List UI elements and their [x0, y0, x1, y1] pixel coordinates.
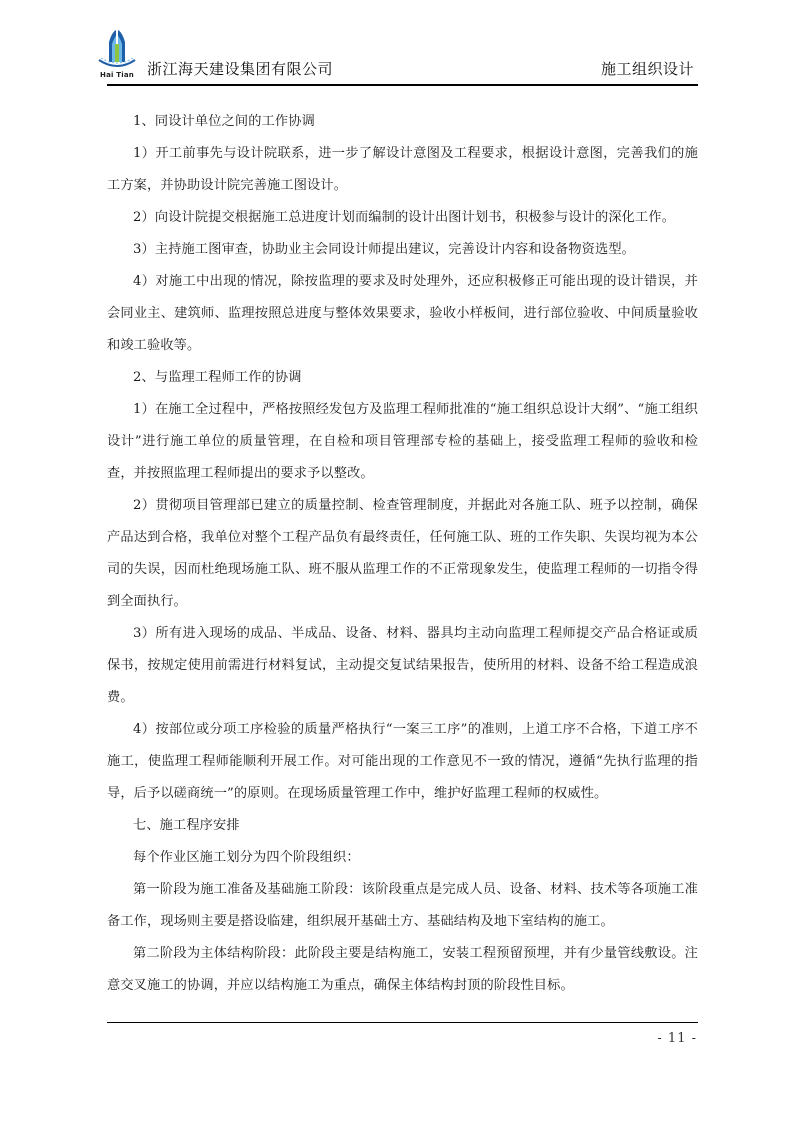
paragraph: 每个作业区施工划分为四个阶段组织： [133, 850, 360, 865]
footer-divider [107, 1022, 698, 1023]
paragraph: 第一阶段为施工准备及基础施工阶段：该阶段重点是完成人员、设备、材料、技术等各项施工准备工作，现场则主要是搭设临建，组织展开基础土方、基础结构及地下室结构的施工。 [107, 882, 698, 929]
section-heading: 1、同设计单位之间的工作协调 [133, 114, 315, 129]
document-body [107, 106, 698, 1002]
haitian-logo-icon [95, 28, 139, 72]
paragraph: 4）对施工中出现的情况，除按监理的要求及时处理外，还应积极修正可能出现的设计错误，并会同业主、建筑师、监理按照总进度与整体效果要求，验收小样板间，进行部位验收、中间质量验收和竣工验收等。 [107, 274, 698, 353]
page-number: - 11 - [657, 1031, 697, 1046]
paragraph: 第二阶段为主体结构阶段：此阶段主要是结构施工，安装工程预留预埋，并有少量管线敷设。注意交叉施工的协调，并应以结构施工为重点，确保主体结构封顶的阶段性目标。 [107, 946, 698, 993]
company-logo [95, 28, 139, 84]
paragraph: 3）所有进入现场的成品、半成品、设备、材料、器具均主动向监理工程师提交产品合格证或质保书，按规定使用前需进行材料复试，主动提交复试结果报告，使所用的材料、设备不给工程造成浪费。 [107, 626, 698, 705]
company-name: 浙江海天建设集团有限公司 [147, 60, 334, 78]
document-title: 施工组织设计 [600, 60, 694, 78]
paragraph: 3）主持施工图审查，协助业主会同设计师提出建议，完善设计内容和设备物资选型。 [133, 242, 636, 257]
section-heading: 七、施工程序安排 [133, 818, 240, 833]
page-header [95, 28, 698, 86]
paragraph: 2）向设计院提交根据施工总进度计划而编制的设计出图计划书，积极参与设计的深化工作。 [133, 210, 676, 225]
paragraph: 2）贯彻项目管理部已建立的质量控制、检查管理制度，并据此对各施工队、班予以控制，确保产品达到合格，我单位对整个工程产品负有最终责任，任何施工队、班的工作失职、失误均视为本公司的失误，因而杜绝现场施工队、班不服从监理工作的不正常现象发生，使监理工程师的一切指令得到全面执行。 [107, 498, 698, 609]
paragraph: 1）开工前事先与设计院联系，进一步了解设计意图及工程要求，根据设计意图，完善我们的施工方案，并协助设计院完善施工图设计。 [107, 146, 698, 193]
paragraph: 1）在施工全过程中，严格按照经发包方及监理工程师批准的“施工组织总设计大纲”、“施工组织设计”进行施工单位的质量管理，在自检和项目管理部专检的基础上，接受监理工程师的验收和检查，并按照监理工程师提出的要求予以整改。 [107, 402, 698, 481]
section-heading: 2、与监理工程师工作的协调 [133, 370, 302, 385]
header-divider [107, 84, 698, 86]
logo-caption: Hai Tian [100, 71, 134, 79]
paragraph: 4）按部位或分项工序检验的质量严格执行“一案三工序”的准则，上道工序不合格，下道工序不施工，使监理工程师能顺利开展工作。对可能出现的工作意见不一致的情况，遵循“先执行监理的指导，后予以磋商统一”的原则。在现场质量管理工作中，维护好监理工程师的权威性。 [107, 722, 698, 801]
